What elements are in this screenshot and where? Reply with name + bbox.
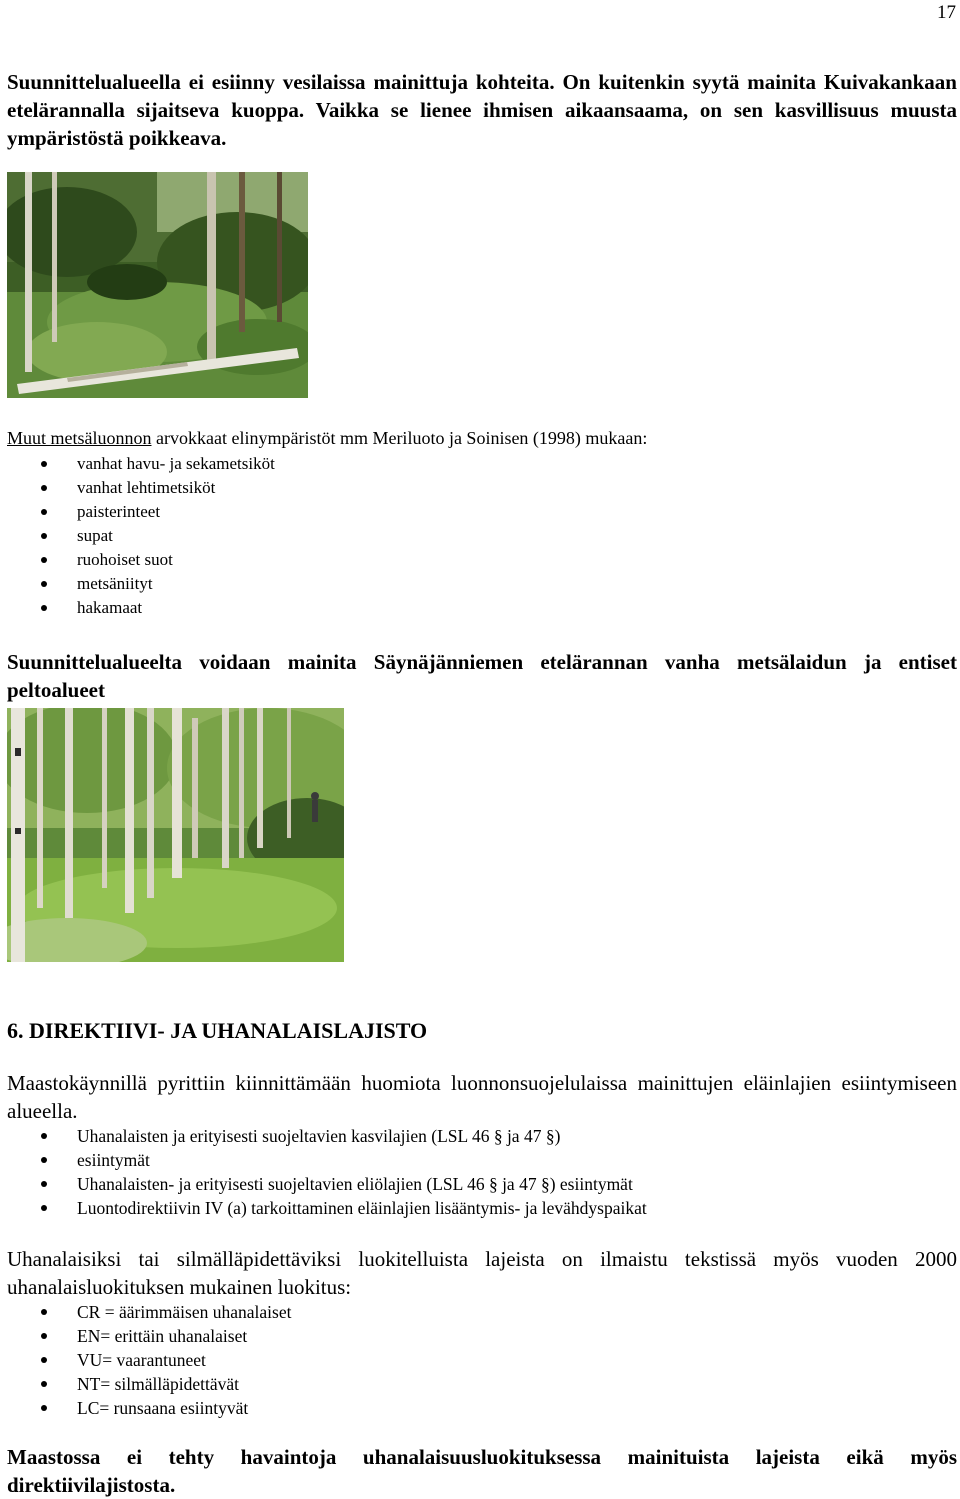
bullet-icon — [41, 605, 47, 611]
pasture-paragraph: Suunnittelualueelta voidaan mainita Säynäjänniemen etelärannan vanha metsälaidun ja entiset peltoalueet — [7, 650, 957, 702]
bullet-icon — [41, 557, 47, 563]
list-item: VU= vaarantuneet — [0, 1348, 950, 1372]
bullet-icon — [41, 533, 47, 539]
habitats-intro-underlined: Muut metsäluonnon — [7, 428, 152, 448]
list-item: ruohoiset suot — [0, 548, 950, 572]
bullet-icon — [41, 485, 47, 491]
habitats-intro-rest: arvokkaat elinympäristöt mm Meriluoto ja Soinisen (1998) mukaan: — [151, 428, 648, 448]
observation-list — [0, 1124, 950, 1220]
conclusion-paragraph: Maastossa ei tehty havaintoja uhanalaisuusluokituksessa mainituista lajeista eikä myös direktiivilajistosta. — [7, 1445, 957, 1497]
habitats-intro — [7, 426, 957, 450]
section-heading: 6. DIREKTIIVI- JA UHANALAISLAJISTO — [7, 1018, 428, 1043]
forest-pit-photo — [7, 172, 308, 398]
list-item: esiintymät — [0, 1148, 950, 1172]
list-item: Luontodirektiivin IV (a) tarkoittaminen eläinlajien lisääntymis- ja levähdyspaikat — [0, 1196, 950, 1220]
habitats-list — [0, 452, 950, 620]
bullet-icon — [41, 1309, 47, 1315]
list-item: metsäniityt — [0, 572, 950, 596]
birch-pasture-photo — [7, 708, 344, 962]
list-item: hakamaat — [0, 596, 950, 620]
list-item: Uhanalaisten- ja erityisesti suojeltavien eliölajien (LSL 46 § ja 47 §) esiintymät — [0, 1172, 950, 1196]
list-item: vanhat lehtimetsiköt — [0, 476, 950, 500]
section-intro: Maastokäynnillä pyrittiin kiinnittämään huomiota luonnonsuojelulaissa mainittujen eläinlajien esiintymiseen alueella. — [7, 1071, 957, 1123]
bullet-icon — [41, 1333, 47, 1339]
classification-list — [0, 1300, 950, 1420]
bullet-icon — [41, 1381, 47, 1387]
list-item: paisterinteet — [0, 500, 950, 524]
bullet-icon — [41, 461, 47, 467]
bullet-icon — [41, 1205, 47, 1211]
classification-intro: Uhanalaisiksi tai silmälläpidettäviksi luokitelluista lajeista on ilmaistu tekstissä myös vuoden 2000 uhanalaisluokituksen mukainen luokitus: — [7, 1247, 957, 1299]
bullet-icon — [41, 509, 47, 515]
bullet-icon — [41, 1181, 47, 1187]
bullet-icon — [41, 1133, 47, 1139]
list-item: EN= erittäin uhanalaiset — [0, 1324, 950, 1348]
bullet-icon — [41, 1405, 47, 1411]
intro-paragraph: Suunnittelualueella ei esiinny vesilaissa mainittuja kohteita. On kuitenkin syytä mainita Kuivakankaan etelärannalla sijaitseva kuoppa. Vaikka se lienee ihmisen aikaansaama, on sen kasvillisuus muusta ympäristöstä poikkeava. — [7, 70, 957, 150]
list-item: CR = äärimmäisen uhanalaiset — [0, 1300, 950, 1324]
list-item: Uhanalaisten ja erityisesti suojeltavien kasvilajien (LSL 46 § ja 47 §) — [0, 1124, 950, 1148]
bullet-icon — [41, 1157, 47, 1163]
list-item: supat — [0, 524, 950, 548]
page-number: 17 — [937, 2, 956, 23]
list-item: vanhat havu- ja sekametsiköt — [0, 452, 950, 476]
bullet-icon — [41, 581, 47, 587]
list-item: LC= runsaana esiintyvät — [0, 1396, 950, 1420]
list-item: NT= silmälläpidettävät — [0, 1372, 950, 1396]
bullet-icon — [41, 1357, 47, 1363]
